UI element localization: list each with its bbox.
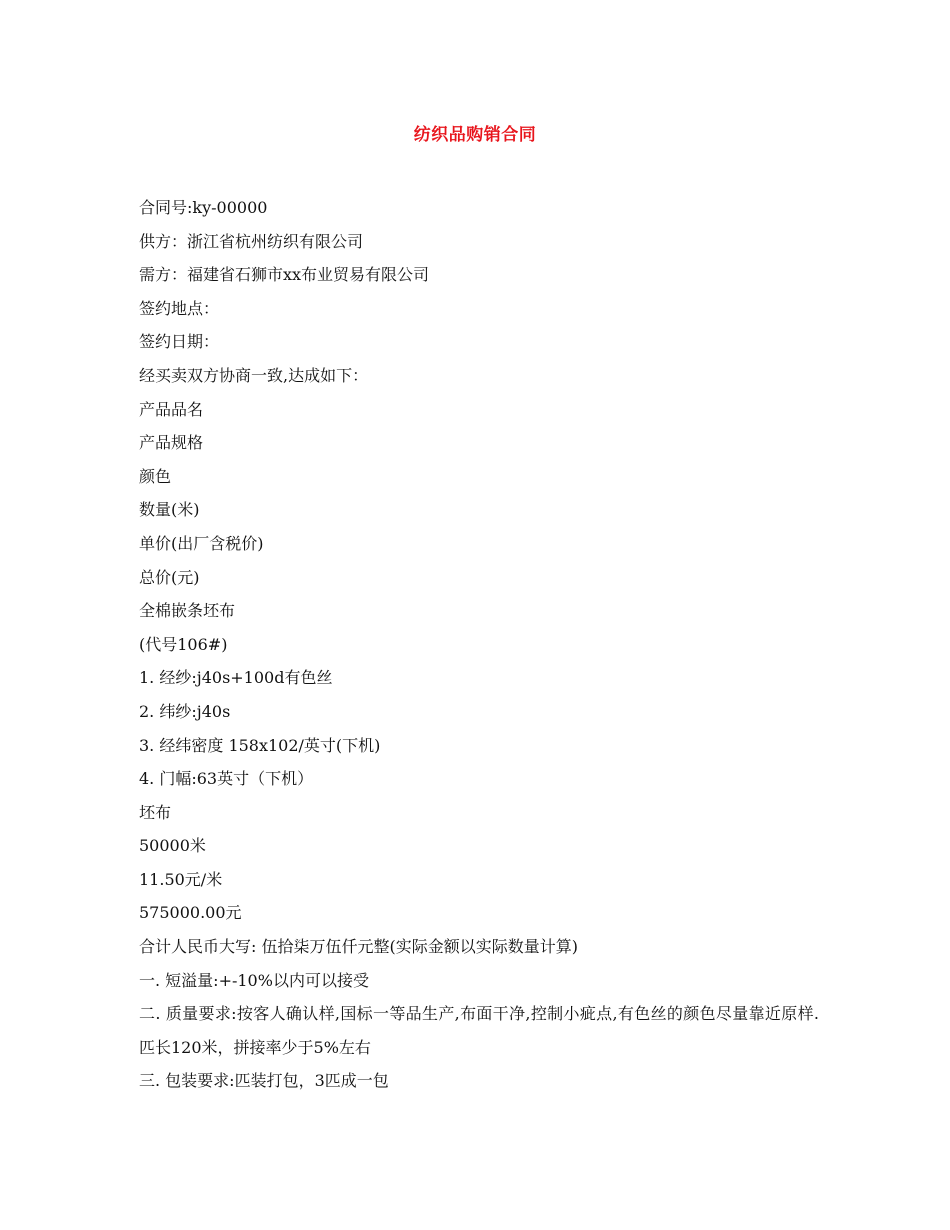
contract-title: 纺织品购销合同 <box>413 125 537 145</box>
spec-width: 4. 门幅:63英寸（下机） <box>139 769 314 789</box>
agreement-intro: 经买卖双方协商一致,达成如下： <box>139 365 369 385</box>
contract-body <box>139 191 819 1098</box>
spec-density: 3. 经纬密度 158x102/英寸(下机) <box>139 735 381 755</box>
supplier: 供方：浙江省杭州纺织有限公司 <box>139 231 364 251</box>
clause-quality: 二. 质量要求:按客人确认样,国标一等品生产,布面干净,控制小疵点,有色丝的颜色尽量靠近原样.匹长120米，拼接率少于5%左右 <box>139 1004 819 1057</box>
field-total-price: 总价(元) <box>139 567 200 587</box>
spec-weft: 2. 纬纱:j40s <box>139 701 231 721</box>
product-quantity: 50000米 <box>139 836 206 856</box>
clause-packing: 三. 包装要求:匹装打包，3匹成一包 <box>139 1071 389 1091</box>
buyer: 需方：福建省石狮市xx布业贸易有限公司 <box>139 265 430 285</box>
clause-tolerance: 一. 短溢量:+-10%以内可以接受 <box>139 970 369 990</box>
contract-number: 合同号:ky-00000 <box>139 198 268 217</box>
product-unit-price: 11.50元/米 <box>139 869 223 889</box>
spec-warp: 1. 经纱:j40s+100d有色丝 <box>139 668 333 688</box>
signing-place: 签约地点： <box>139 298 220 318</box>
field-quantity: 数量(米) <box>139 500 200 520</box>
field-unit-price: 单价(出厂含税价) <box>139 533 264 553</box>
product-color: 坯布 <box>139 802 172 822</box>
field-product-spec: 产品规格 <box>139 433 204 453</box>
field-color: 颜色 <box>139 466 172 486</box>
signing-date: 签约日期： <box>139 332 220 352</box>
product-name: 全棉嵌条坯布 <box>139 601 236 621</box>
product-code: (代号106#) <box>139 634 228 654</box>
field-product-name: 产品品名 <box>139 399 204 419</box>
total-in-words: 合计人民币大写: 伍拾柒万伍仟元整(实际金额以实际数量计算) <box>139 937 578 957</box>
product-total-price: 575000.00元 <box>139 903 242 923</box>
